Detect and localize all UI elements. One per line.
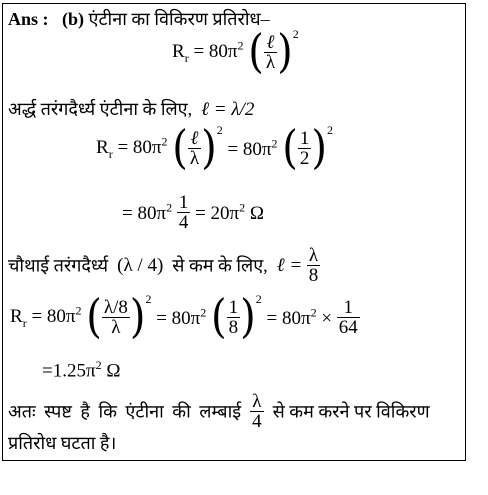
eq4-outer2: 2 xyxy=(255,292,262,306)
eq4-frac1 xyxy=(102,298,130,337)
ans-label: Ans : xyxy=(8,9,49,29)
eq2-outer2: 2 xyxy=(326,123,333,137)
eq4-num3: 1 xyxy=(337,298,360,318)
eq4-lhs: R xyxy=(10,306,23,328)
eq5-exp: 2 xyxy=(95,358,102,372)
eq2-exp: 2 xyxy=(161,134,168,149)
eq4-eq2: = 80π xyxy=(156,307,201,329)
eq4-exp2: 2 xyxy=(200,305,207,320)
eq4-num1: λ/8 xyxy=(103,296,128,318)
eq2-num2: 1 xyxy=(299,127,310,149)
eq3-unit: Ω xyxy=(249,203,264,225)
answer-heading xyxy=(8,10,270,28)
eq1-rparen: ) xyxy=(277,25,293,79)
eq5-unit: Ω xyxy=(106,360,121,382)
quarter-wave-line xyxy=(8,246,320,285)
quarter-den: 8 xyxy=(308,265,319,286)
quarter-frac xyxy=(307,246,321,285)
eq1-sub: r xyxy=(184,51,189,66)
eq2-outer1: 2 xyxy=(216,123,223,137)
eq2-den2: 2 xyxy=(299,147,310,169)
eq3-exp2: 2 xyxy=(239,200,246,215)
eq3-den: 4 xyxy=(178,212,189,233)
eq2-exp2: 2 xyxy=(271,136,278,151)
quarter-num: λ xyxy=(307,246,321,266)
eq4-exp: 2 xyxy=(75,303,82,318)
eq1-lhs: R xyxy=(172,41,185,63)
eq4-den2: 8 xyxy=(228,316,239,338)
eq4-eq: = 80π xyxy=(31,306,76,328)
eq4-exp3: 2 xyxy=(310,305,317,320)
conclusion-line-1 xyxy=(8,392,430,431)
eq2-eq2: = 80π xyxy=(227,138,272,160)
conclusion-text3: प्रतिरोध घटता है। xyxy=(8,433,117,453)
eq4-num2: 1 xyxy=(228,296,239,318)
eq2-rparen2: ) xyxy=(311,121,327,175)
eq4-outer1: 2 xyxy=(145,292,152,306)
eq1-outer-exp: 2 xyxy=(292,27,299,41)
conclusion-text2: से कम करने पर विकिरण xyxy=(272,401,430,422)
eq4-den3: 64 xyxy=(338,316,358,338)
equation-4 xyxy=(10,290,360,344)
eq3-exp: 2 xyxy=(166,200,173,215)
eq2-lparen1: ( xyxy=(172,121,188,175)
eq2-sub: r xyxy=(108,147,113,162)
half-wave-cond: ℓ = λ/2 xyxy=(201,99,255,120)
quarter-paren: (λ / 4) xyxy=(117,255,164,276)
eq4-sub: r xyxy=(22,316,27,331)
heading-text: एंटीना का विकिरण प्रतिरोध– xyxy=(88,9,270,29)
quarter-cond: ℓ = xyxy=(276,255,303,276)
eq3-eq: = 80π xyxy=(122,203,167,225)
eq1-lparen: ( xyxy=(248,25,264,79)
eq2-den1: λ xyxy=(189,147,200,169)
quarter-text2: से कम के लिए, xyxy=(172,255,268,276)
half-wave-text: अर्द्ध तरंगदैर्ध्य एंटीना के लिए, xyxy=(8,99,193,119)
eq2-frac1 xyxy=(188,129,201,168)
eq4-rparen2: ) xyxy=(240,290,256,344)
eq2-lparen2: ( xyxy=(282,121,298,175)
half-wave-line xyxy=(8,100,254,119)
eq3-num: 1 xyxy=(178,192,189,213)
eq4-rparen1: ) xyxy=(129,290,146,344)
eq4-lparen2: ( xyxy=(211,290,227,344)
eq1-den: λ xyxy=(265,51,276,73)
eq2-lhs: R xyxy=(96,137,109,159)
eq5-eq: =1.25π xyxy=(42,360,96,382)
eq2-eq: = 80π xyxy=(117,137,162,159)
eq4-frac2 xyxy=(227,298,241,337)
option-label: (b) xyxy=(62,9,85,29)
eq4-times: × xyxy=(321,307,333,329)
eq3-frac xyxy=(177,193,191,232)
equation-2 xyxy=(96,121,333,175)
eq3-rhs: = 20π xyxy=(195,203,240,225)
eq4-eq3: = 80π xyxy=(266,307,311,329)
eq4-lparen1: ( xyxy=(86,290,102,344)
eq4-frac3 xyxy=(337,298,360,337)
eq1-exp: 2 xyxy=(237,38,244,53)
eq2-rparen1: ) xyxy=(201,121,217,175)
eq1-rhs: = 80π xyxy=(193,41,238,63)
eq1-num: ℓ xyxy=(264,33,277,53)
conclusion-line-2 xyxy=(8,434,116,452)
conclusion-frac xyxy=(250,392,264,431)
equation-1 xyxy=(172,25,299,79)
eq4-den1: λ xyxy=(111,316,121,338)
quarter-text1: चौथाई तरंगदैर्ध्य xyxy=(8,255,109,276)
equation-5 xyxy=(42,359,120,380)
equation-3 xyxy=(122,193,264,232)
conclusion-text1: अतः स्पष्ट है कि एंटीना की लम्बाई xyxy=(8,401,242,422)
eq2-num1: ℓ xyxy=(188,129,201,149)
conclusion-den: 4 xyxy=(252,411,262,432)
conclusion-num: λ xyxy=(250,392,264,412)
eq2-frac2 xyxy=(298,129,312,168)
eq1-frac xyxy=(264,33,277,72)
